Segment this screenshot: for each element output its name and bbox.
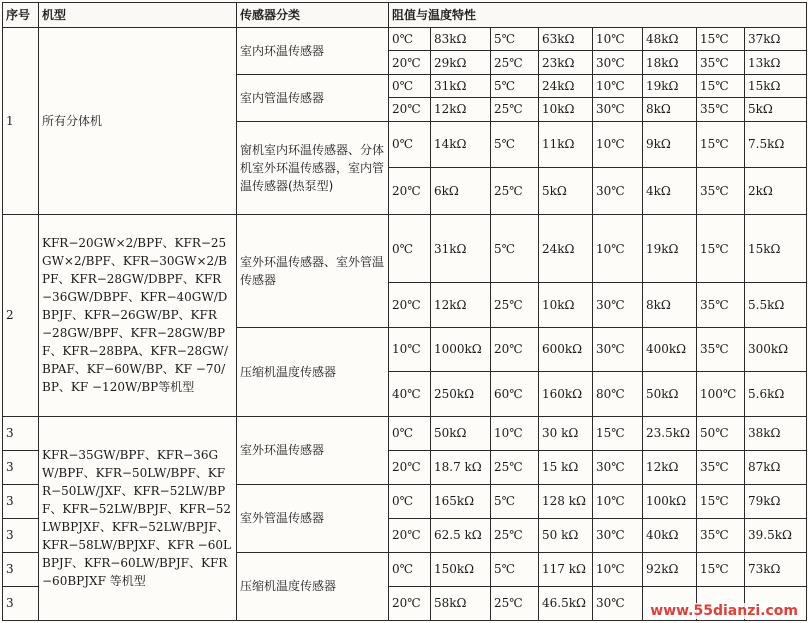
resistance-cell: 128 kΩ <box>539 484 593 518</box>
temperature-cell: 100℃ <box>697 372 745 417</box>
sensor-type: 室内环温传感器 <box>237 28 389 75</box>
resistance-cell: 73kΩ <box>745 552 807 586</box>
resistance-cell: 62.5 kΩ <box>431 518 491 552</box>
resistance-cell: 1000kΩ <box>431 327 491 372</box>
resistance-cell: 12kΩ <box>431 283 491 328</box>
temperature-cell: 5℃ <box>491 552 539 586</box>
temperature-cell: 25℃ <box>491 168 539 215</box>
resistance-cell: 19kΩ <box>643 74 697 97</box>
resistance-cell: 11kΩ <box>539 121 593 168</box>
temperature-cell: 15℃ <box>697 215 745 283</box>
temperature-cell: 20℃ <box>491 327 539 372</box>
sensor-type: 室外管温传感器 <box>237 484 389 552</box>
temperature-cell: 35℃ <box>697 98 745 121</box>
resistance-cell: 165kΩ <box>431 484 491 518</box>
sensor-type: 压缩机温度传感器 <box>237 552 389 620</box>
model-cell: KFR−35GW/BPF、KFR−36GW/BPF、KFR−50LW/BPF、KFR−50LW/JXF、KFR−52LW/BPF、KFR−52LW/BPJF、KFR−52LWBPJXF、KFR−52LW/BPJF、KFR−58LW/BPJXF、KFR −60LBPJF、KFR−60LW/BPJF、KFR−60BPJXF 等机型 <box>39 416 237 620</box>
resistance-cell: 12kΩ <box>431 98 491 121</box>
header-model: 机型 <box>39 3 237 28</box>
temperature-cell: 25℃ <box>491 98 539 121</box>
resistance-cell: 5.6kΩ <box>745 372 807 417</box>
resistance-cell: 150kΩ <box>431 552 491 586</box>
temperature-cell: 0℃ <box>389 416 431 450</box>
resistance-cell: 87kΩ <box>745 450 807 484</box>
temperature-cell: 50℃ <box>697 416 745 450</box>
resistance-cell: 92kΩ <box>643 552 697 586</box>
table-row <box>3 215 807 283</box>
temperature-cell: 35℃ <box>697 168 745 215</box>
resistance-cell: 18kΩ <box>643 51 697 74</box>
temperature-cell: 15℃ <box>697 552 745 586</box>
watermark: www.55dianzi.com <box>650 603 798 619</box>
resistance-cell: 10kΩ <box>539 98 593 121</box>
resistance-cell: 13kΩ <box>745 51 807 74</box>
resistance-cell: 50 kΩ <box>539 518 593 552</box>
temperature-cell: 40℃ <box>389 372 431 417</box>
resistance-cell: 5kΩ <box>539 168 593 215</box>
row-number: 3 <box>3 552 39 586</box>
temperature-cell: 15℃ <box>697 28 745 51</box>
temperature-cell: 20℃ <box>389 98 431 121</box>
temperature-cell: 10℃ <box>593 484 643 518</box>
temperature-cell: 20℃ <box>389 168 431 215</box>
temperature-cell: 5℃ <box>491 215 539 283</box>
resistance-cell: 2kΩ <box>745 168 807 215</box>
temperature-cell: 25℃ <box>491 586 539 620</box>
temperature-cell: 35℃ <box>697 327 745 372</box>
resistance-cell: 46.5kΩ <box>539 586 593 620</box>
temperature-cell: 10℃ <box>389 327 431 372</box>
temperature-cell: 25℃ <box>491 283 539 328</box>
resistance-cell: 29kΩ <box>431 51 491 74</box>
row-number: 3 <box>3 416 39 450</box>
resistance-cell: 160kΩ <box>539 372 593 417</box>
table-row <box>3 416 807 450</box>
temperature-cell: 10℃ <box>593 74 643 97</box>
resistance-cell: 117 kΩ <box>539 552 593 586</box>
temperature-cell: 10℃ <box>593 121 643 168</box>
resistance-cell: 39.5kΩ <box>745 518 807 552</box>
resistance-cell: 50kΩ <box>431 416 491 450</box>
resistance-cell: 14kΩ <box>431 121 491 168</box>
temperature-cell: 30℃ <box>593 283 643 328</box>
resistance-cell: 6kΩ <box>431 168 491 215</box>
resistance-cell: 250kΩ <box>431 372 491 417</box>
temperature-cell: 25℃ <box>491 518 539 552</box>
temperature-cell: 0℃ <box>389 215 431 283</box>
resistance-cell: 24kΩ <box>539 215 593 283</box>
temperature-cell: 10℃ <box>593 28 643 51</box>
temperature-cell: 30℃ <box>593 98 643 121</box>
resistance-cell: 15kΩ <box>745 74 807 97</box>
temperature-cell: 15℃ <box>697 121 745 168</box>
resistance-cell: 5kΩ <box>745 98 807 121</box>
temperature-cell: 20℃ <box>389 51 431 74</box>
header-characteristics: 阻值与温度特性 <box>389 3 807 28</box>
header-sensor: 传感器分类 <box>237 3 389 28</box>
table-body <box>3 28 807 621</box>
resistance-cell: 30 kΩ <box>539 416 593 450</box>
temperature-cell: 20℃ <box>389 450 431 484</box>
temperature-cell: 30℃ <box>593 518 643 552</box>
resistance-cell: 15 kΩ <box>539 450 593 484</box>
resistance-cell: 37kΩ <box>745 28 807 51</box>
resistance-cell: 4kΩ <box>643 168 697 215</box>
temperature-cell: 10℃ <box>491 416 539 450</box>
resistance-cell: 58kΩ <box>431 586 491 620</box>
model-cell: KFR−20GW×2/BPF、KFR−25GW×2/BPF、KFR−30GW×2/BPF、KFR−28GW/DBPF、KFR−36GW/DBPF、KFR−40GW/DBPJF、KFR−26GW/BP、KFR−28GW/BPF、KFR−28GW/BPF、KFR−28BPA、KFR−28GW/BPAF、KF−60W/BP、KF −70/BP、KF −120W/BP等机型 <box>39 215 237 417</box>
temperature-cell: 30℃ <box>593 450 643 484</box>
resistance-cell: 40kΩ <box>643 518 697 552</box>
resistance-cell: 300kΩ <box>745 327 807 372</box>
header-no: 序号 <box>3 3 39 28</box>
resistance-cell: 50kΩ <box>643 372 697 417</box>
resistance-cell: 8kΩ <box>643 98 697 121</box>
temperature-cell: 10℃ <box>593 215 643 283</box>
sensor-type: 室外环温传感器、室外管温传感器 <box>237 215 389 328</box>
resistance-cell: 9kΩ <box>643 121 697 168</box>
resistance-cell: 100kΩ <box>643 484 697 518</box>
resistance-cell: 83kΩ <box>431 28 491 51</box>
resistance-cell: 7.5kΩ <box>745 121 807 168</box>
resistance-cell: 24kΩ <box>539 74 593 97</box>
temperature-cell: 5℃ <box>491 28 539 51</box>
resistance-cell: 600kΩ <box>539 327 593 372</box>
resistance-cell: 400kΩ <box>643 327 697 372</box>
temperature-cell: 10℃ <box>593 552 643 586</box>
temperature-cell: 80℃ <box>593 372 643 417</box>
temperature-cell: 5℃ <box>491 121 539 168</box>
temperature-cell: 15℃ <box>697 484 745 518</box>
header-row <box>3 3 807 28</box>
row-number: 2 <box>3 215 39 417</box>
row-number: 3 <box>3 586 39 620</box>
temperature-cell: 30℃ <box>593 586 643 620</box>
sensor-type: 压缩机温度传感器 <box>237 327 389 416</box>
temperature-cell: 25℃ <box>491 450 539 484</box>
sensor-type: 窗机室内环温传感器、分体机室外环温传感器，室内管温传感器(热泵型) <box>237 121 389 215</box>
resistance-cell: 12kΩ <box>643 450 697 484</box>
temperature-cell: 0℃ <box>389 121 431 168</box>
temperature-cell: 0℃ <box>389 74 431 97</box>
resistance-cell: 38kΩ <box>745 416 807 450</box>
temperature-cell: 15℃ <box>593 416 643 450</box>
temperature-cell: 60℃ <box>491 372 539 417</box>
resistance-cell: 8kΩ <box>643 283 697 328</box>
sensor-table <box>2 2 807 621</box>
sensor-type: 室外环温传感器 <box>237 416 389 484</box>
temperature-cell: 0℃ <box>389 484 431 518</box>
temperature-cell: 30℃ <box>593 327 643 372</box>
temperature-cell: 0℃ <box>389 28 431 51</box>
resistance-cell: 48kΩ <box>643 28 697 51</box>
temperature-cell: 20℃ <box>389 586 431 620</box>
temperature-cell: 20℃ <box>389 518 431 552</box>
resistance-cell: 19kΩ <box>643 215 697 283</box>
temperature-cell: 30℃ <box>593 51 643 74</box>
resistance-cell: 15kΩ <box>745 215 807 283</box>
sensor-type: 室内管温传感器 <box>237 74 389 121</box>
table-row <box>3 28 807 51</box>
temperature-cell: 35℃ <box>697 51 745 74</box>
temperature-cell: 35℃ <box>697 518 745 552</box>
row-number: 3 <box>3 450 39 484</box>
temperature-cell: 35℃ <box>697 450 745 484</box>
temperature-cell: 30℃ <box>593 168 643 215</box>
resistance-cell: 63kΩ <box>539 28 593 51</box>
temperature-cell: 5℃ <box>491 74 539 97</box>
temperature-cell: 20℃ <box>389 283 431 328</box>
resistance-cell: 5.5kΩ <box>745 283 807 328</box>
resistance-cell: 79kΩ <box>745 484 807 518</box>
temperature-cell: 0℃ <box>389 552 431 586</box>
temperature-cell: 5℃ <box>491 484 539 518</box>
model-cell: 所有分体机 <box>39 28 237 215</box>
resistance-cell: 31kΩ <box>431 215 491 283</box>
resistance-cell: 23.5kΩ <box>643 416 697 450</box>
row-number: 3 <box>3 518 39 552</box>
resistance-cell: 31kΩ <box>431 74 491 97</box>
temperature-cell: 35℃ <box>697 283 745 328</box>
resistance-cell: 18.7 kΩ <box>431 450 491 484</box>
temperature-cell: 15℃ <box>697 74 745 97</box>
row-number: 1 <box>3 28 39 215</box>
resistance-cell: 10kΩ <box>539 283 593 328</box>
row-number: 3 <box>3 484 39 518</box>
temperature-cell: 25℃ <box>491 51 539 74</box>
resistance-cell: 23kΩ <box>539 51 593 74</box>
